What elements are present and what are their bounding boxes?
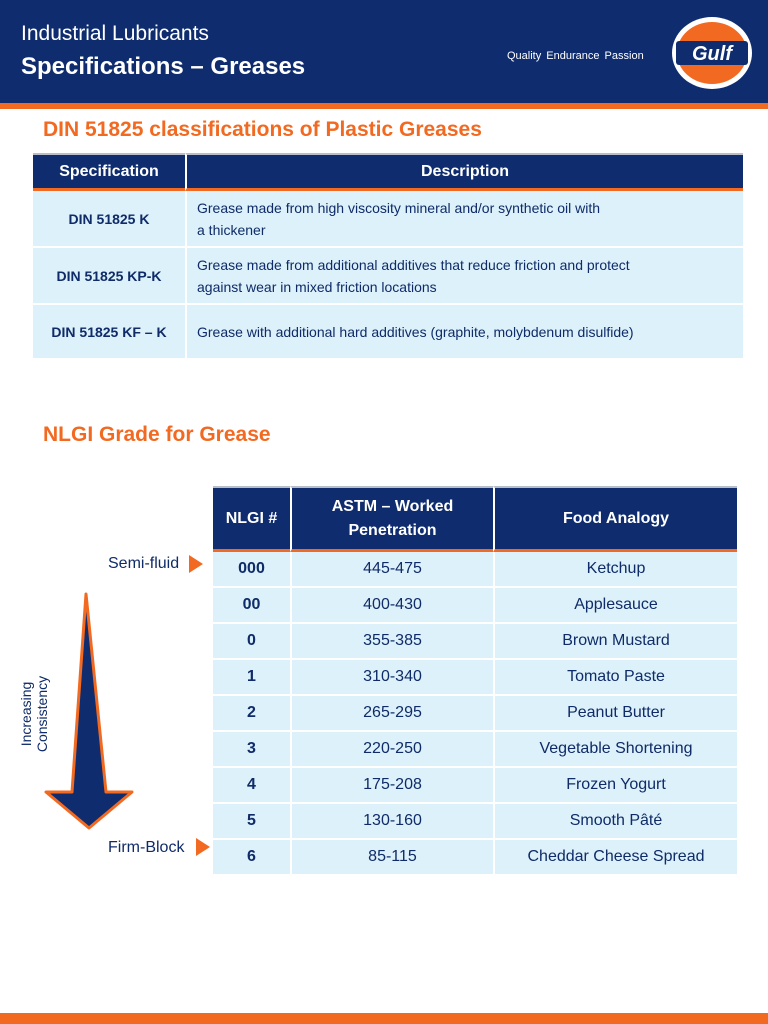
- footer-orange-stripe: [0, 1013, 768, 1024]
- nlgi-col-grade: NLGI #: [213, 486, 290, 552]
- din-desc-line: against wear in mixed friction locations: [197, 278, 437, 295]
- nlgi-grade-cell: 1: [213, 660, 290, 696]
- nlgi-food-cell: Frozen Yogurt: [493, 768, 737, 804]
- nlgi-astm-cell: 130-160: [290, 804, 493, 840]
- din-row: [33, 305, 743, 360]
- din-classification-table: [33, 153, 743, 360]
- din-desc-line: Grease with additional hard additives (graphite, molybdenum disulfide): [197, 323, 634, 340]
- nlgi-grade-cell: 6: [213, 840, 290, 876]
- nlgi-grade-cell: 5: [213, 804, 290, 840]
- nlgi-row: [213, 660, 737, 696]
- din-header-row: [33, 153, 743, 191]
- nlgi-grade-cell: 0: [213, 624, 290, 660]
- nlgi-food-cell: Cheddar Cheese Spread: [493, 840, 737, 876]
- nlgi-grade-cell: 4: [213, 768, 290, 804]
- nlgi-grade-cell: 00: [213, 588, 290, 624]
- din-spec-cell: DIN 51825 KF – K: [33, 305, 185, 360]
- nlgi-food-cell: Brown Mustard: [493, 624, 737, 660]
- nlgi-row: [213, 732, 737, 768]
- semi-fluid-pointer-icon: [189, 555, 203, 573]
- nlgi-astm-cell: 445-475: [290, 552, 493, 588]
- din-col-specification: Specification: [33, 153, 185, 191]
- din-desc-line: Grease made from additional additives that reduce friction and protect: [197, 256, 630, 273]
- nlgi-row: [213, 552, 737, 588]
- din-row: [33, 248, 743, 305]
- nlgi-header-row: [213, 486, 737, 552]
- nlgi-col-astm: [290, 486, 493, 552]
- din-spec-cell: DIN 51825 KP-K: [33, 248, 185, 305]
- nlgi-row: [213, 624, 737, 660]
- firm-block-pointer-icon: [196, 838, 210, 856]
- nlgi-food-cell: Ketchup: [493, 552, 737, 588]
- nlgi-row: [213, 696, 737, 732]
- din-section-title: DIN 51825 classifications of Plastic Greases: [43, 118, 482, 141]
- nlgi-section-title: NLGI Grade for Grease: [43, 423, 271, 446]
- nlgi-food-cell: Smooth Pâté: [493, 804, 737, 840]
- header-title: Industrial Lubricants: [21, 22, 209, 45]
- brand-tagline: Quality Endurance Passion: [507, 50, 644, 62]
- nlgi-food-cell: Peanut Butter: [493, 696, 737, 732]
- nlgi-col-astm-line: Penetration: [348, 521, 437, 539]
- semi-fluid-label: Semi-fluid: [108, 555, 180, 572]
- din-desc-cell: [185, 305, 743, 360]
- header-subtitle: Specifications – Greases: [21, 53, 306, 80]
- nlgi-astm-cell: 400-430: [290, 588, 493, 624]
- nlgi-astm-cell: 85-115: [290, 840, 493, 876]
- nlgi-food-cell: Tomato Paste: [493, 660, 737, 696]
- nlgi-col-food: Food Analogy: [493, 486, 737, 552]
- consistency-down-arrow-icon: [44, 592, 136, 832]
- nlgi-food-cell: Applesauce: [493, 588, 737, 624]
- firm-block-label: Firm-Block: [108, 839, 185, 856]
- header-orange-stripe: [0, 103, 768, 109]
- increasing-consistency-label: Increasing Consistency: [18, 675, 50, 753]
- din-desc-line: Grease made from high viscosity mineral and/or synthetic oil with: [197, 199, 601, 216]
- nlgi-grade-cell: 3: [213, 732, 290, 768]
- din-desc-line: a thickener: [197, 221, 266, 238]
- nlgi-astm-cell: 310-340: [290, 660, 493, 696]
- nlgi-col-astm-line: ASTM – Worked: [331, 497, 454, 515]
- din-spec-cell: DIN 51825 K: [33, 191, 185, 248]
- gulf-logo: [670, 15, 754, 91]
- din-desc-cell: [185, 191, 743, 248]
- nlgi-grade-table: [213, 486, 737, 876]
- nlgi-row: [213, 768, 737, 804]
- nlgi-row: [213, 804, 737, 840]
- nlgi-astm-cell: 175-208: [290, 768, 493, 804]
- din-col-description: Description: [185, 153, 743, 191]
- nlgi-row: [213, 588, 737, 624]
- logo-wordmark: Gulf: [692, 43, 732, 65]
- nlgi-row: [213, 840, 737, 876]
- nlgi-astm-cell: 220-250: [290, 732, 493, 768]
- nlgi-food-cell: Vegetable Shortening: [493, 732, 737, 768]
- nlgi-grade-cell: 2: [213, 696, 290, 732]
- header-banner: [0, 0, 768, 103]
- din-desc-cell: [185, 248, 743, 305]
- nlgi-grade-cell: 000: [213, 552, 290, 588]
- nlgi-astm-cell: 265-295: [290, 696, 493, 732]
- nlgi-astm-cell: 355-385: [290, 624, 493, 660]
- din-row: [33, 191, 743, 248]
